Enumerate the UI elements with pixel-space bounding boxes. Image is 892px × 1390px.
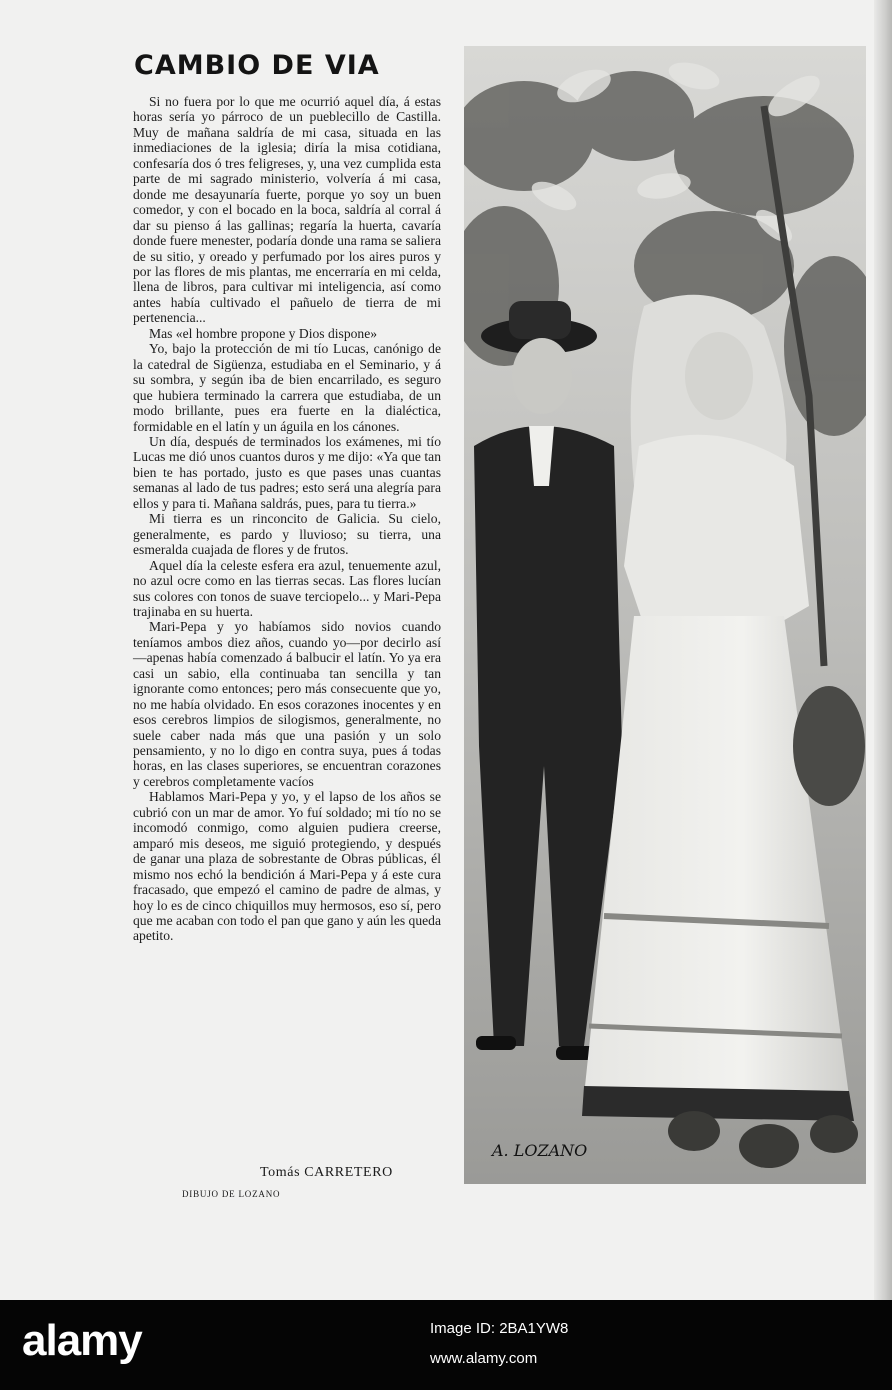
illustration (464, 46, 866, 1184)
article-title: CAMBIO DE VIA (134, 50, 380, 81)
page-spine (874, 0, 892, 1300)
author-byline: Tomás CARRETERO (260, 1165, 393, 1180)
article-paragraph: Mas «el hombre propone y Dios dispone» (149, 325, 378, 341)
article-paragraph: Yo, bajo la protección de mi tío Lucas, canónigo de la catedral de Sigüenza, estudiaba en el Seminario, y á su sombra, y según iba de bien encarrilado, es seguro que hubiera terminado la carrera que estudiaba, de un modo brillante, pues era fuerte en la dialéctica, formidable en el latín y un águila en los cánones. (133, 341, 441, 434)
article-paragraph: Mi tierra es un rinconcito de Galicia. Su cielo, generalmente, es pardo y lluvioso; su tierra, una esmeralda cuajada de flores y de frutos. (133, 511, 441, 558)
image-id-text: Image ID: 2BA1YW8 (430, 1320, 569, 1337)
article-body (133, 94, 441, 944)
illustration-drawing (464, 46, 866, 1184)
article-paragraph: Un día, después de terminados los exámenes, mi tío Lucas me dió unos cuantos duros y me dijo: «Ya que tan bien te has portado, justo es que pases unas cuantas semanas al lado de tus padres; esto será una alegría para ellos y para ti. Mañana saldrás, pues, para tu tierra.» (133, 433, 441, 511)
artist-signature: A. LOZANO (492, 1141, 588, 1160)
article-paragraph: Si no fuera por lo que me ocurrió aquel día, á estas horas sería yo párroco de un pueblecillo de Castilla. Muy de mañana saldría de mi casa, situada en las inmediaciones de la iglesia; diría la misa cotidiana, confesaría dos ó tres feligreses, y, una vez cumplida esta parte de mi sagrado ministerio, volvería á mi casa, donde me desayunaría fuerte, porque yo soy un buen comedor, y con el bocado en la boca, saldría al corral á dar su pienso á las gallinas; regaría la huerta, cavaría donde fuere menester, podaría donde una rama se saliera de su sitio, y oreado y perfumado por los aires puros y por las flores de mis plantas, me encerraría en mi celda, llena de libros, para cultivar mi inteligencia, así como antes había cultivado el pañuelo de tierra de mi pertenencia... (133, 94, 441, 326)
illustration-credit: DIBUJO DE LOZANO (182, 1189, 281, 1199)
site-url-text: www.alamy.com (430, 1350, 538, 1367)
article-paragraph: Aquel día la celeste esfera era azul, tenuemente azul, no azul ocre como en las tierras secas. Las flores lucían sus colores con tonos de suave terciopelo... y Mari-Pepa trajinaba en su huerta. (133, 557, 441, 619)
article-paragraph: Hablamos Mari-Pepa y yo, y el lapso de los años se cubrió con un mar de amor. Yo fuí soldado; mi tío no se incomodó conmigo, como alguien pudiera creerse, amparó mis deseos, me siguió protegiendo, y después de ganar una plaza de sobrestante de Obras públicas, él mismo nos echó la bendición á Mari-Pepa y á este cura fracasado, que empezó el camino de padre de almas, y hoy lo es de cinco chiquillos muy hermosos, eso sí, pero que me acaban con todo el pan que gano y aún les queda apetito. (133, 789, 442, 944)
article-paragraph: Mari-Pepa y yo habíamos sido novios cuando teníamos ambos diez años, cuando yo—por decirlo así—apenas había comenzado á balbucir el latín. Yo ya era casi un sabio, ella continuaba tan sencilla y tan ignorante como entonces; pero más consecuente que yo, no me había olvidado. En esos corazones inocentes y en esos cerebros limpios de silogismos, generalmente, no suele caber nada más que una pasión y un solo pensamiento, y no lo digo en contra suya, pues á todas horas, en las clases superiores, se encuentran corazones y cerebros completamente vacíos (133, 619, 441, 789)
alamy-logo: alamy (22, 1316, 142, 1365)
